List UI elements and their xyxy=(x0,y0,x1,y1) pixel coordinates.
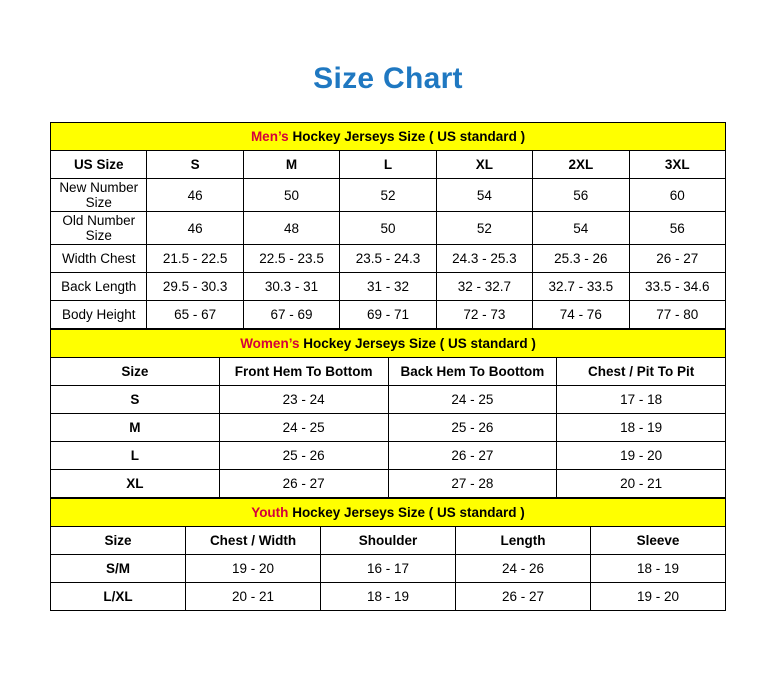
mens-row-3-label: Back Length xyxy=(51,273,147,301)
mens-row-1-cell-3: 50 xyxy=(340,212,436,245)
womens-size-table xyxy=(50,329,726,498)
womens-header-cell-0: Size xyxy=(51,358,220,386)
youth-row-1-label: L/XL xyxy=(51,583,186,611)
mens-row-1-cell-5: 54 xyxy=(533,212,629,245)
youth-header-cell-3: Length xyxy=(456,527,591,555)
youth-row-0-cell-3: 24 - 26 xyxy=(456,555,591,583)
mens-row-3-cell-1: 29.5 - 30.3 xyxy=(147,273,243,301)
womens-banner-group: Women’s xyxy=(240,336,300,351)
mens-row-2-cell-1: 21.5 - 22.5 xyxy=(147,245,243,273)
womens-header-cell-1: Front Hem To Bottom xyxy=(219,358,388,386)
table-row xyxy=(51,301,726,329)
mens-header-cell-4: XL xyxy=(436,151,532,179)
womens-row-3-cell-3: 20 - 21 xyxy=(557,470,726,498)
mens-row-2-cell-2: 22.5 - 23.5 xyxy=(243,245,339,273)
mens-banner xyxy=(51,123,726,151)
table-row xyxy=(51,212,726,245)
youth-row-0-cell-4: 18 - 19 xyxy=(591,555,726,583)
table-row xyxy=(51,470,726,498)
mens-header-cell-1: S xyxy=(147,151,243,179)
womens-banner-rest: Hockey Jerseys Size ( US standard ) xyxy=(299,336,536,351)
mens-row-0-cell-3: 52 xyxy=(340,179,436,212)
mens-row-3-cell-6: 33.5 - 34.6 xyxy=(629,273,725,301)
womens-row-0-cell-1: 23 - 24 xyxy=(219,386,388,414)
youth-row-1-cell-1: 20 - 21 xyxy=(186,583,321,611)
youth-header-cell-0: Size xyxy=(51,527,186,555)
womens-row-3-cell-1: 26 - 27 xyxy=(219,470,388,498)
table-header-row xyxy=(51,527,726,555)
mens-row-4-cell-5: 74 - 76 xyxy=(533,301,629,329)
mens-row-3-cell-2: 30.3 - 31 xyxy=(243,273,339,301)
womens-row-1-cell-3: 18 - 19 xyxy=(557,414,726,442)
womens-row-3-label: XL xyxy=(51,470,220,498)
table-row xyxy=(51,179,726,212)
table-header-row xyxy=(51,358,726,386)
page-title: Size Chart xyxy=(313,62,463,95)
youth-row-1-cell-2: 18 - 19 xyxy=(321,583,456,611)
mens-row-0-cell-4: 54 xyxy=(436,179,532,212)
youth-row-0-cell-1: 19 - 20 xyxy=(186,555,321,583)
table-row xyxy=(51,245,726,273)
youth-banner xyxy=(51,499,726,527)
mens-row-4-cell-3: 69 - 71 xyxy=(340,301,436,329)
mens-row-0-cell-6: 60 xyxy=(629,179,725,212)
womens-row-2-label: L xyxy=(51,442,220,470)
mens-row-2-cell-6: 26 - 27 xyxy=(629,245,725,273)
mens-banner-group: Men’s xyxy=(250,129,289,144)
mens-header-cell-0: US Size xyxy=(51,151,147,179)
youth-size-table xyxy=(50,498,726,611)
table-banner-row xyxy=(51,123,726,151)
table-banner-row xyxy=(51,499,726,527)
mens-header-cell-3: L xyxy=(340,151,436,179)
mens-row-4-cell-6: 77 - 80 xyxy=(629,301,725,329)
youth-header-cell-1: Chest / Width xyxy=(186,527,321,555)
youth-row-1-cell-4: 19 - 20 xyxy=(591,583,726,611)
youth-banner-rest: Hockey Jerseys Size ( US standard ) xyxy=(288,505,525,520)
mens-row-2-cell-3: 23.5 - 24.3 xyxy=(340,245,436,273)
womens-header-cell-3: Chest / Pit To Pit xyxy=(557,358,726,386)
mens-row-1-cell-6: 56 xyxy=(629,212,725,245)
table-row xyxy=(51,583,726,611)
womens-row-0-label: S xyxy=(51,386,220,414)
youth-header-cell-2: Shoulder xyxy=(321,527,456,555)
mens-header-cell-6: 3XL xyxy=(629,151,725,179)
womens-row-1-label: M xyxy=(51,414,220,442)
womens-row-3-cell-2: 27 - 28 xyxy=(388,470,557,498)
mens-row-1-cell-1: 46 xyxy=(147,212,243,245)
womens-banner xyxy=(51,330,726,358)
mens-row-1-cell-4: 52 xyxy=(436,212,532,245)
youth-header-cell-4: Sleeve xyxy=(591,527,726,555)
mens-row-0-cell-1: 46 xyxy=(147,179,243,212)
mens-header-cell-2: M xyxy=(243,151,339,179)
mens-header-cell-5: 2XL xyxy=(533,151,629,179)
mens-row-0-cell-2: 50 xyxy=(243,179,339,212)
mens-row-4-label: Body Height xyxy=(51,301,147,329)
womens-row-2-cell-2: 26 - 27 xyxy=(388,442,557,470)
size-chart-tables xyxy=(50,122,726,611)
womens-row-1-cell-2: 25 - 26 xyxy=(388,414,557,442)
mens-row-2-label: Width Chest xyxy=(51,245,147,273)
mens-row-3-cell-4: 32 - 32.7 xyxy=(436,273,532,301)
mens-row-4-cell-2: 67 - 69 xyxy=(243,301,339,329)
womens-header-cell-2: Back Hem To Boottom xyxy=(388,358,557,386)
mens-row-1-cell-2: 48 xyxy=(243,212,339,245)
table-row xyxy=(51,386,726,414)
youth-row-0-cell-2: 16 - 17 xyxy=(321,555,456,583)
womens-row-2-cell-3: 19 - 20 xyxy=(557,442,726,470)
table-header-row xyxy=(51,151,726,179)
table-banner-row xyxy=(51,330,726,358)
table-row xyxy=(51,414,726,442)
table-row xyxy=(51,442,726,470)
womens-row-0-cell-3: 17 - 18 xyxy=(557,386,726,414)
mens-row-2-cell-4: 24.3 - 25.3 xyxy=(436,245,532,273)
womens-row-2-cell-1: 25 - 26 xyxy=(219,442,388,470)
youth-row-0-label: S/M xyxy=(51,555,186,583)
mens-row-0-cell-5: 56 xyxy=(533,179,629,212)
mens-row-2-cell-5: 25.3 - 26 xyxy=(533,245,629,273)
mens-row-1-label: Old Number Size xyxy=(51,212,147,245)
table-row xyxy=(51,555,726,583)
mens-row-0-label: New Number Size xyxy=(51,179,147,212)
youth-row-1-cell-3: 26 - 27 xyxy=(456,583,591,611)
table-row xyxy=(51,273,726,301)
womens-row-1-cell-1: 24 - 25 xyxy=(219,414,388,442)
womens-row-0-cell-2: 24 - 25 xyxy=(388,386,557,414)
mens-row-3-cell-3: 31 - 32 xyxy=(340,273,436,301)
mens-row-4-cell-4: 72 - 73 xyxy=(436,301,532,329)
mens-banner-rest: Hockey Jerseys Size ( US standard ) xyxy=(288,129,526,144)
mens-size-table xyxy=(50,122,726,329)
youth-banner-group: Youth xyxy=(251,505,289,520)
mens-row-3-cell-5: 32.7 - 33.5 xyxy=(533,273,629,301)
mens-row-4-cell-1: 65 - 67 xyxy=(147,301,243,329)
